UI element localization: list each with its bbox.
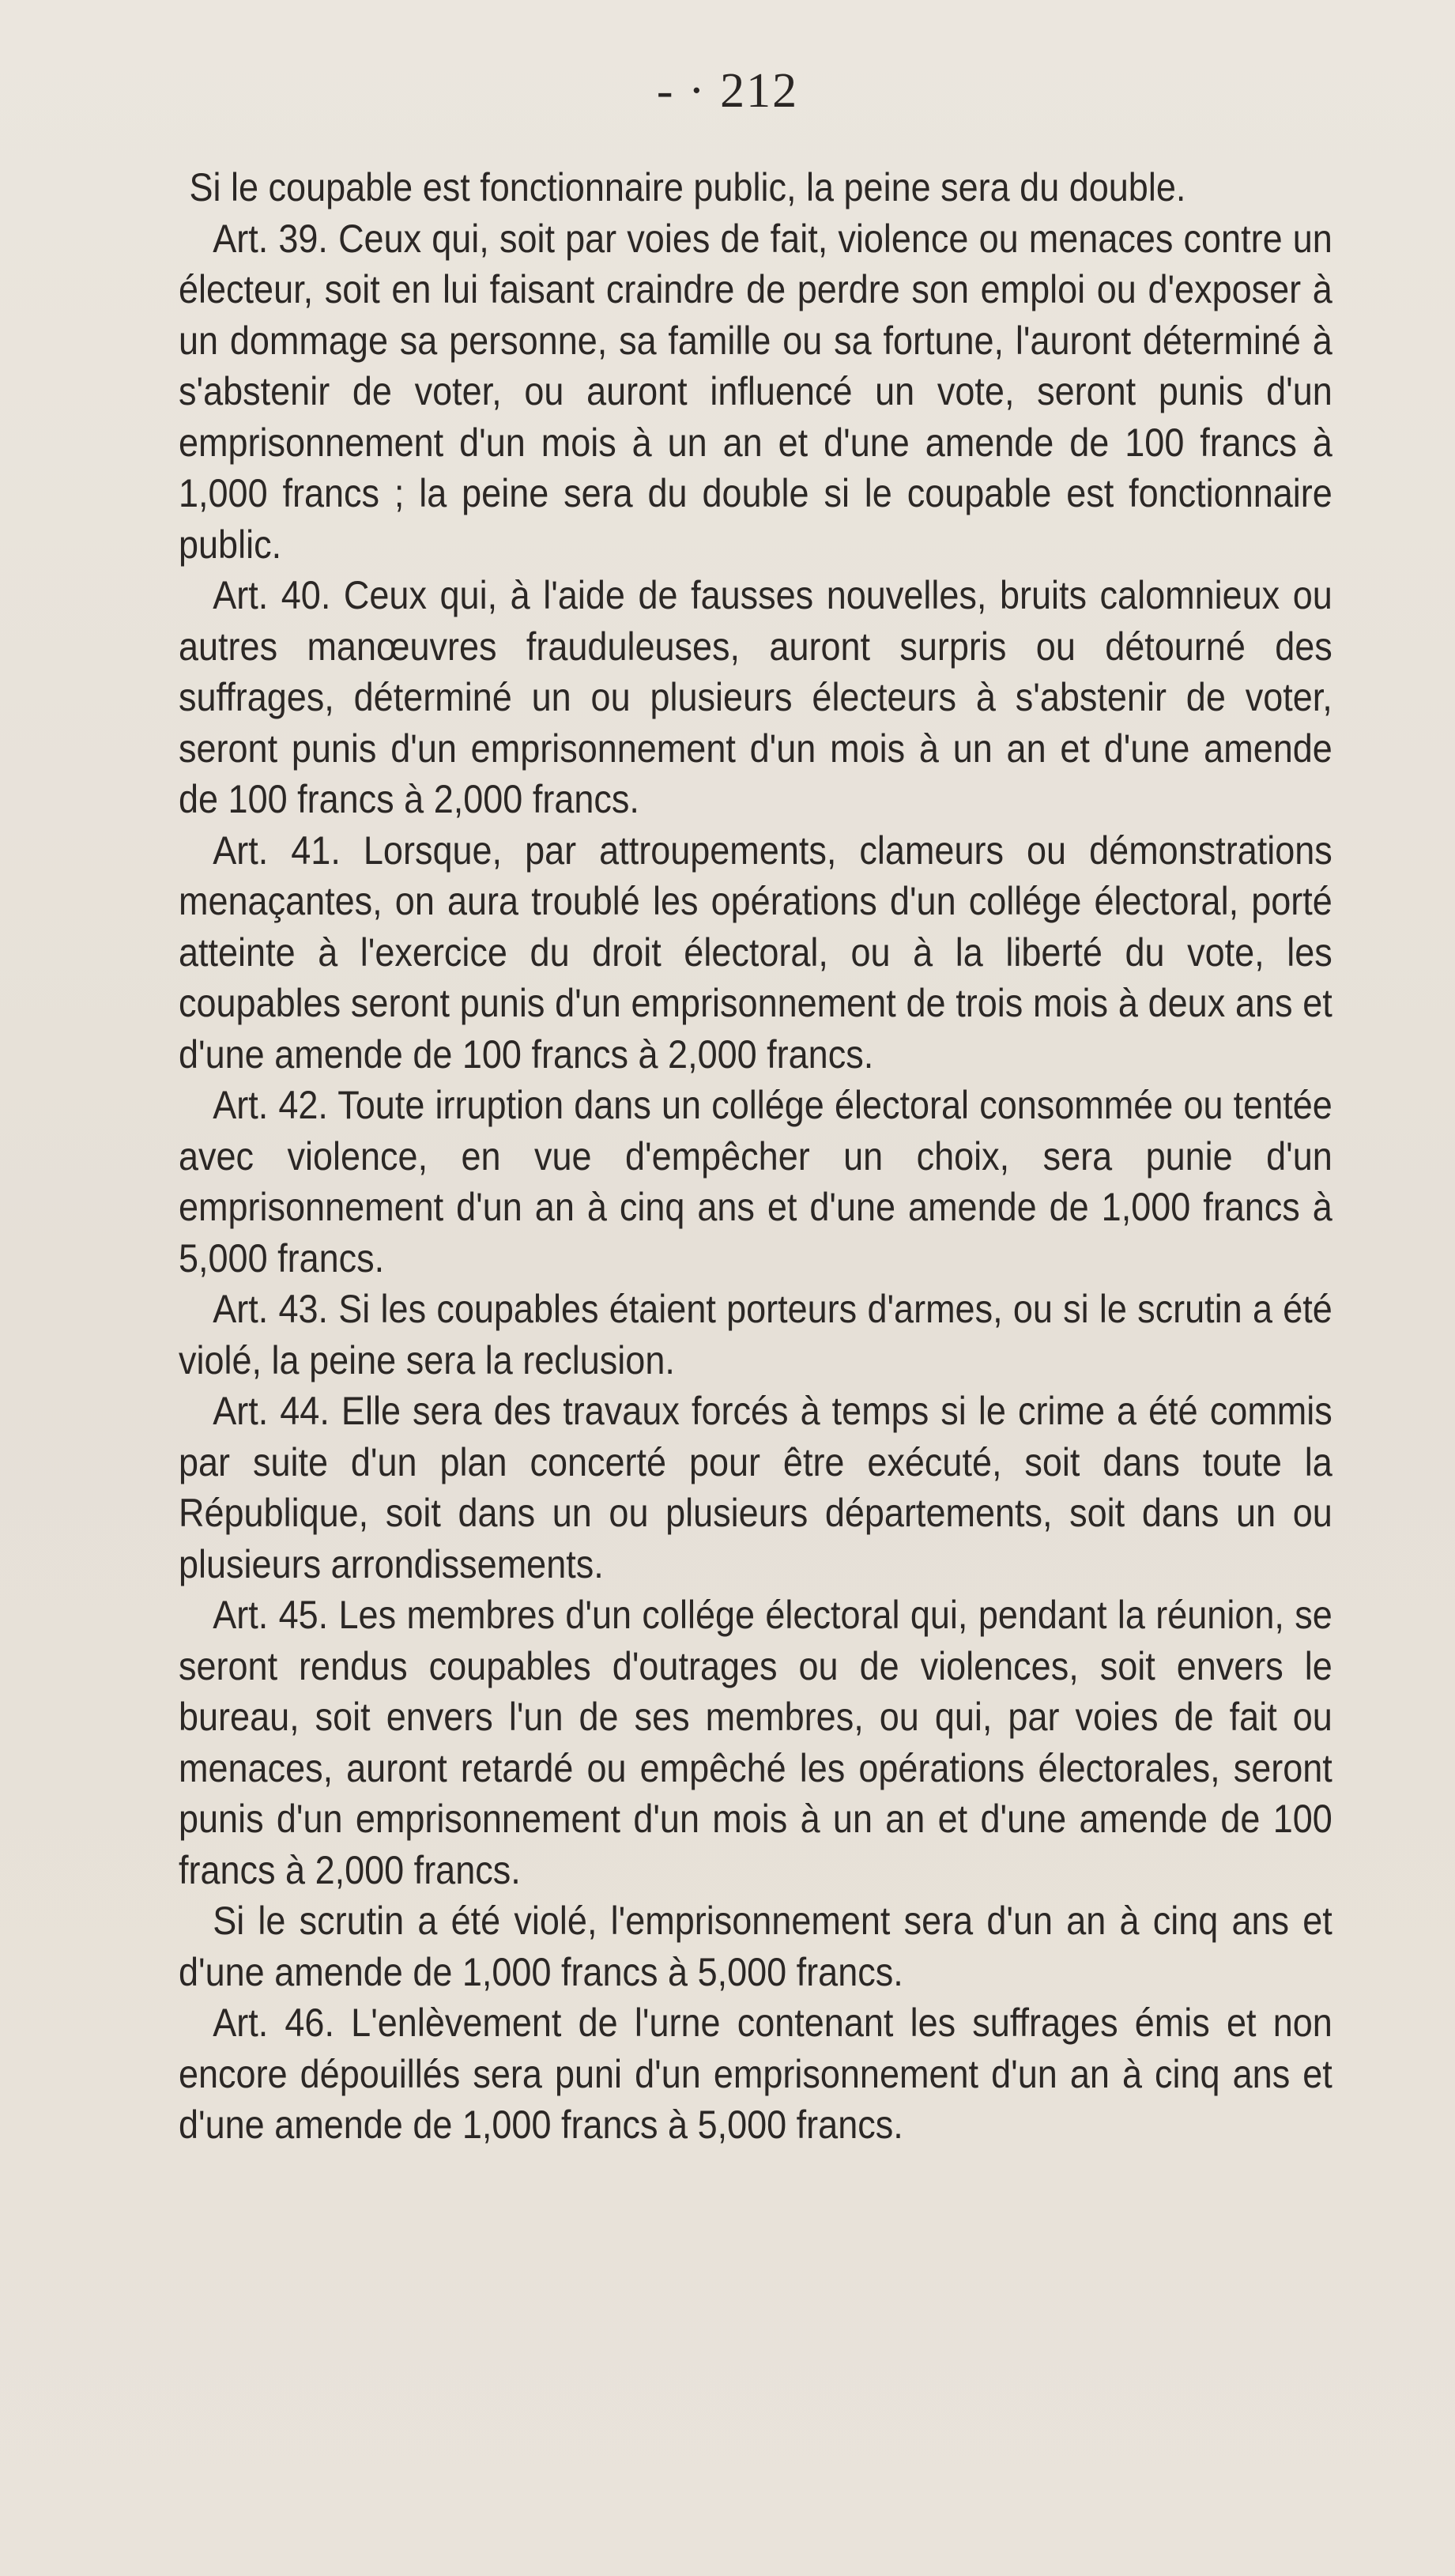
article-46 <box>179 1997 1332 2151</box>
article-label: Art. 43. <box>213 1287 329 1331</box>
article-40 <box>179 570 1332 825</box>
article-45-continuation <box>179 1895 1332 1997</box>
article-text: Toute irruption dans un collége électoral consommée ou tentée avec violence, en vue d'empêcher un choix, sera punie d'un emprisonnement d'un an à cinq ans et d'une amende de 1,000 francs à 5,000 francs. <box>179 1083 1332 1280</box>
article-text: Les membres d'un collége électoral qui, pendant la réunion, se seront rendus coupables d'outrages ou de violences, soit envers le bureau, soit envers l'un de ses membres, ou qui, par voies de fait ou menaces, auront retardé ou empêché les opérations électorales, seront punis d'un emprisonnement d'un mois à un an et d'une amende de 100 francs à 2,000 francs. <box>179 1593 1332 1892</box>
article-label: Art. 41. <box>213 828 341 873</box>
article-label: Art. 46. <box>213 2001 334 2045</box>
paragraph-text: Si le coupable est fonctionnaire public, la peine sera du double. <box>189 165 1186 209</box>
page-body <box>179 162 1332 2151</box>
article-text: L'enlèvement de l'urne contenant les suffrages émis et non encore dépouillés sera puni d'un emprisonnement d'un an à cinq ans et d'une amende de 1,000 francs à 5,000 francs. <box>179 2001 1332 2147</box>
article-label: Art. 44. <box>213 1389 330 1433</box>
article-label: Art. 45. <box>213 1593 329 1637</box>
article-42 <box>179 1080 1332 1284</box>
article-label: Art. 40. <box>213 573 331 617</box>
article-44 <box>179 1386 1332 1590</box>
article-text: Ceux qui, soit par voies de fait, violence ou menaces contre un électeur, soit en lui faisant craindre de perdre son emploi ou d'exposer à un dommage sa personne, sa famille ou sa fortune, l'auront déterminé à s'abstenir de voter, ou auront influencé un vote, seront punis d'un emprisonnement d'un mois à un an et d'une amende de 100 francs à 1,000 francs ; la peine sera du double si le coupable est fonctionnaire public. <box>179 216 1332 567</box>
article-text: Elle sera des travaux forcés à temps si le crime a été commis par suite d'un plan concerté pour être exécuté, soit dans toute la République, soit dans un ou plusieurs départements, soit dans un ou plusieurs arrondissements. <box>179 1389 1332 1586</box>
article-text: Lorsque, par attroupements, clameurs ou démonstrations menaçantes, on aura troublé les opérations d'un collége électoral, porté atteinte à l'exercice du droit électoral, ou à la liberté du vote, les coupables seront punis d'un emprisonnement de trois mois à deux ans et d'une amende de 100 francs à 2,000 francs. <box>179 828 1332 1077</box>
page-number: - · 212 <box>656 64 799 118</box>
paragraph-continuation <box>179 162 1332 213</box>
article-label: Art. 39. <box>213 216 328 261</box>
article-label: Art. 42. <box>213 1083 328 1127</box>
article-41 <box>179 825 1332 1081</box>
article-text: Ceux qui, à l'aide de fausses nouvelles, bruits calomnieux ou autres manœuvres frauduleuses, auront surpris ou détourné des suffrages, déterminé un ou plusieurs électeurs à s'abstenir de voter, seront punis d'un emprisonnement d'un mois à un an et d'une amende de 100 francs à 2,000 francs. <box>179 573 1332 821</box>
article-text: Si les coupables étaient porteurs d'armes, ou si le scrutin a été violé, la peine sera la reclusion. <box>179 1287 1332 1382</box>
article-45 <box>179 1590 1332 1895</box>
paragraph-text: Si le scrutin a été violé, l'emprisonnement sera d'un an à cinq ans et d'une amende de 1,000 francs à 5,000 francs. <box>179 1899 1332 1994</box>
article-43 <box>179 1284 1332 1386</box>
article-39 <box>179 213 1332 571</box>
